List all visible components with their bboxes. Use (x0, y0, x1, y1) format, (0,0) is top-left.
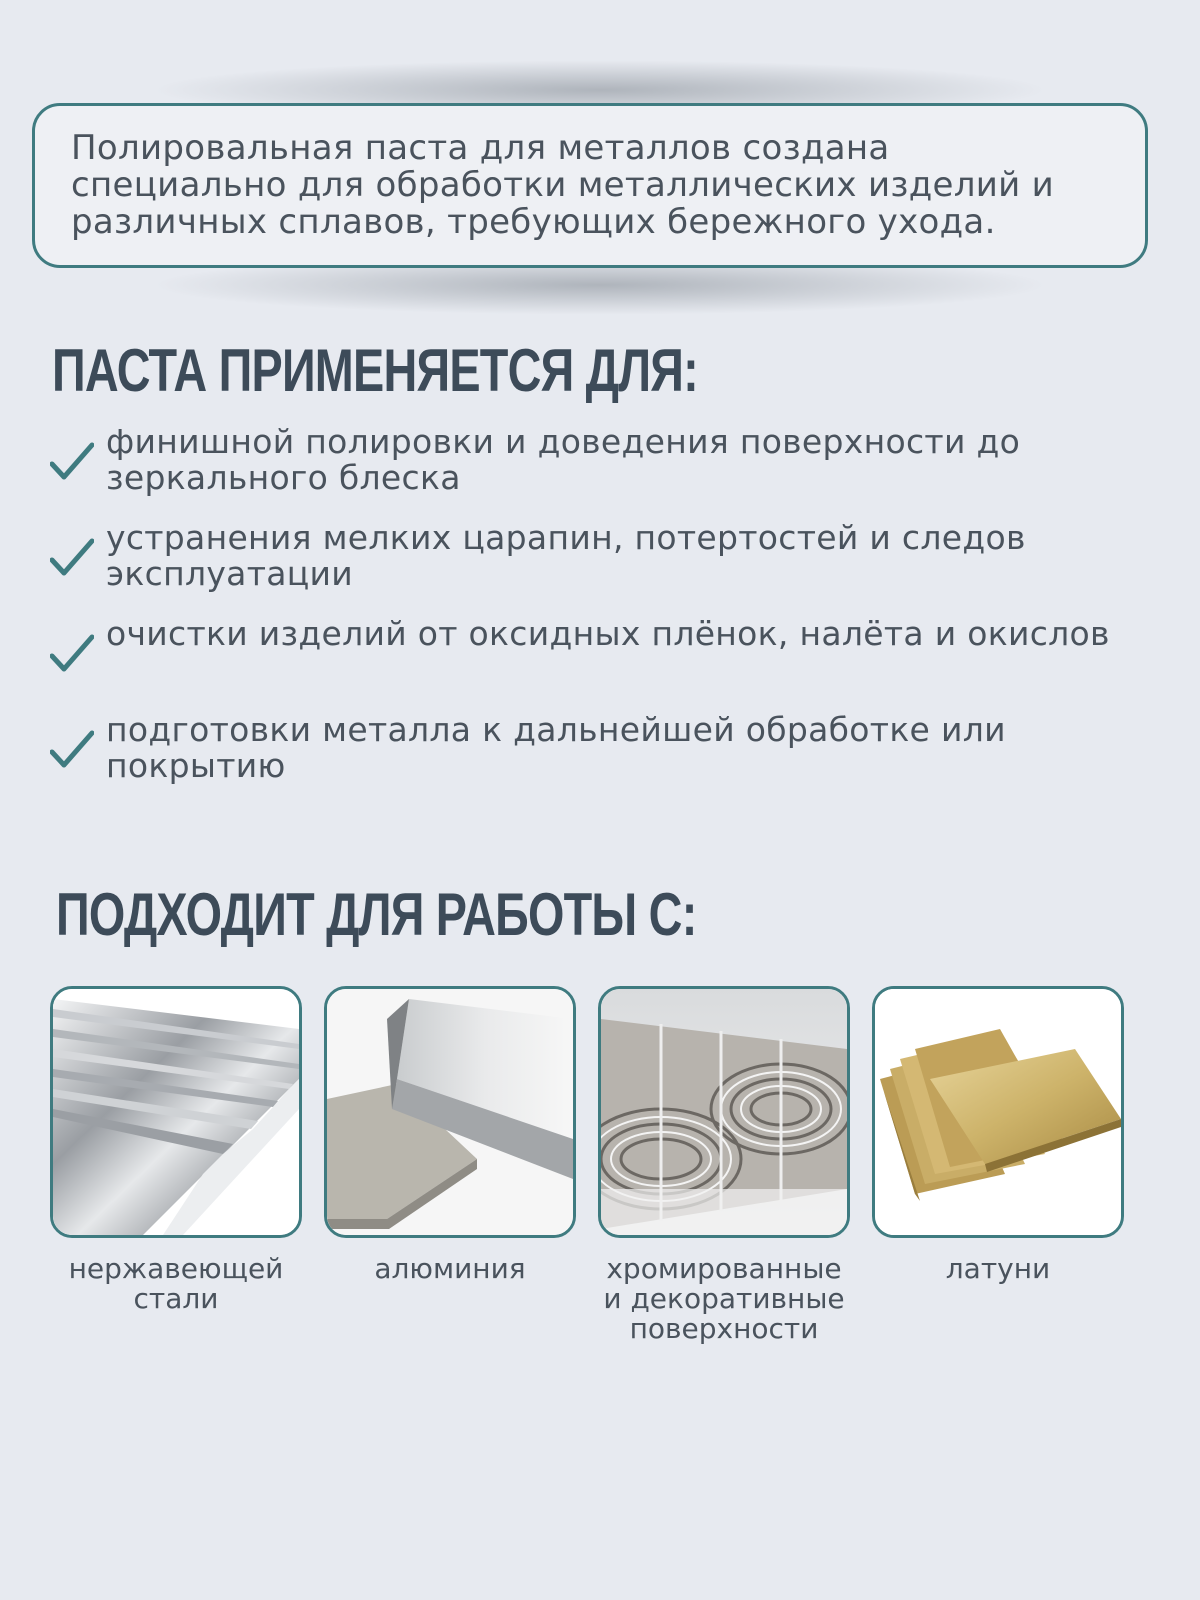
use-item (48, 424, 1168, 520)
material-card-brass (872, 986, 1124, 1284)
material-label: алюминия (374, 1252, 526, 1285)
use-item-text: подготовки металла к дальнейшей обработке или покрытию (106, 710, 1006, 785)
use-item-text: финишной полировки и доведения поверхности до зеркального блеска (106, 422, 1021, 497)
material-card-stainless-steel (50, 986, 302, 1314)
checkmark-icon (50, 730, 94, 768)
chrome-decorative-image (598, 986, 850, 1238)
use-item (48, 712, 1168, 808)
intro-text: Полировальная паста для металлов создана специально для обработки металлических изделий и различных сплавов, требующих бережного ухода. (71, 128, 1055, 242)
stainless-steel-image (50, 986, 302, 1238)
material-label: нержавеющей стали (68, 1252, 284, 1315)
use-item-text: устранения мелких царапин, потертостей и следов эксплуатации (106, 518, 1026, 593)
material-label: латуни (945, 1252, 1051, 1285)
material-card-chrome (598, 986, 850, 1344)
checkmark-icon (50, 442, 94, 480)
uses-heading: ПАСТА ПРИМЕНЯЕТСЯ ДЛЯ: (52, 337, 698, 404)
use-item (48, 520, 1168, 616)
intro-box (32, 103, 1148, 268)
use-item (48, 616, 1168, 712)
material-label: хромированные и декоративные поверхности (603, 1252, 845, 1345)
materials-grid (50, 986, 1130, 1366)
brass-image (872, 986, 1124, 1238)
aluminum-image (324, 986, 576, 1238)
works-with-heading: ПОДХОДИТ ДЛЯ РАБОТЫ С: (56, 881, 697, 948)
checkmark-icon (50, 538, 94, 576)
material-card-aluminum (324, 986, 576, 1284)
uses-list (48, 424, 1168, 808)
checkmark-icon (50, 634, 94, 672)
use-item-text: очистки изделий от оксидных плёнок, налёта и окислов (106, 614, 1110, 653)
